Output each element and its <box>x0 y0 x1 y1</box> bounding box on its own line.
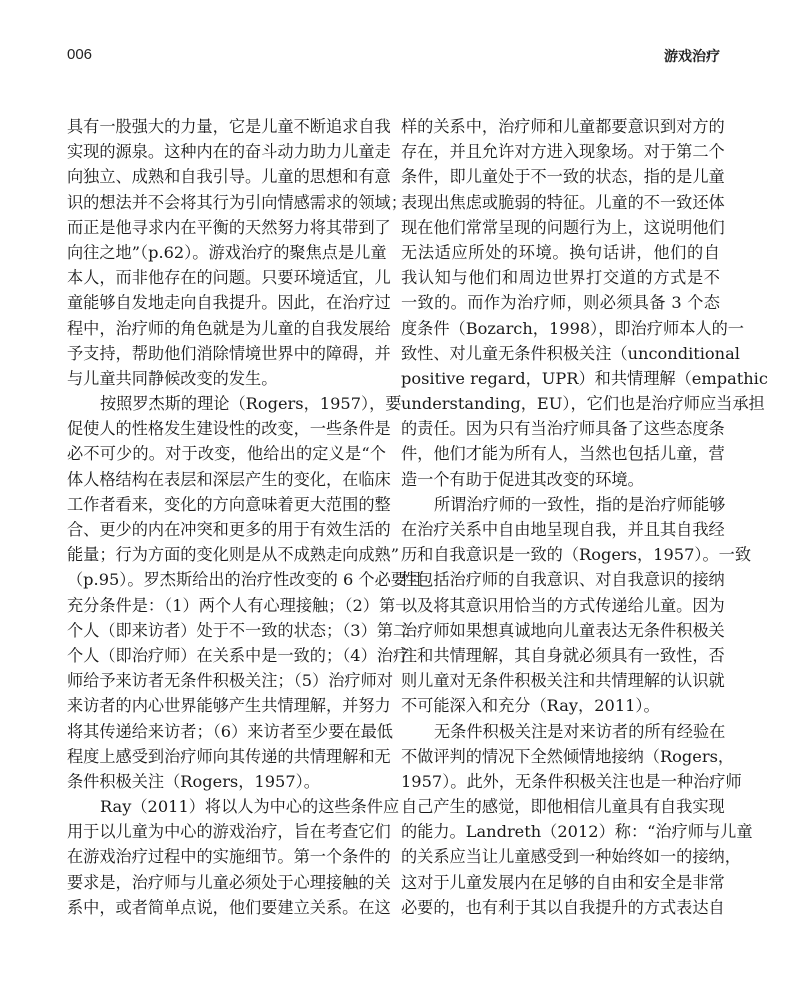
text-line: 工作者看来，变化的方向意味着更大范围的整 <box>67 494 391 514</box>
text-line: 不可能深入和充分（Ray，2011）。 <box>401 696 660 716</box>
text-line: 无法适应所处的环境。换句话讲，他们的自 <box>401 242 720 262</box>
text-line: 程度上感受到治疗师向其传递的共情理解和无 <box>67 746 391 766</box>
text-line: 而正是他寻求内在平衡的天然努力将其带到了 <box>67 217 391 237</box>
text-line: 无条件积极关注是对来访者的所有经验在 <box>434 721 726 741</box>
text-line: 造一个有助于促进其改变的环境。 <box>401 469 644 489</box>
text-column-left <box>67 114 424 920</box>
text-line: 按照罗杰斯的理论（Rogers，1957），要 <box>100 394 402 414</box>
text-line: Ray（2011）将以人为中心的这些条件应 <box>100 797 400 817</box>
text-line: 具有一股强大的力量，它是儿童不断追求自我 <box>67 117 391 136</box>
text-column-right <box>401 114 768 920</box>
text-line: 个人（即治疗师）在关系中是一致的；（4）治疗 <box>67 645 410 665</box>
text-line: 存在，并且允许对方进入现象场。对于第二个 <box>401 142 725 162</box>
text-line: 表现出焦虑或脆弱的特征。儿童的不一致还体 <box>401 192 725 212</box>
text-line: 充分条件是：（1）两个人有心理接触；（2）第一 <box>67 595 412 615</box>
text-line: 1957）。此外，无条件积极关注也是一种治疗师 <box>401 771 742 791</box>
text-line: 能量；行为方面的变化则是从不成熟走向成熟” <box>67 545 400 565</box>
text-line: 我认知与他们和周边世界打交道的方式是不 <box>401 268 720 288</box>
text-line: 予支持，帮助他们消除情境世界中的障碍，并 <box>67 343 391 363</box>
text-line: 实现的源泉。这种内在的奋斗动力助力儿童走 <box>67 142 391 162</box>
text-line: 向往之地”（p.62）。游戏治疗的聚焦点是儿童 <box>67 242 387 262</box>
text-line: 的关系应当让儿童感受到一种始终如一的接纳， <box>401 847 741 867</box>
text-line: 要求是，治疗师与儿童必须处于心理接触的关 <box>67 872 391 892</box>
text-line: 来访者的内心世界能够产生共情理解，并努力 <box>67 696 391 716</box>
text-line: 必要的，也有利于其以自我提升的方式表达自 <box>401 897 725 917</box>
text-line: 自己产生的感觉，即他相信儿童具有自我实现 <box>401 797 725 817</box>
text-line: 条件积极关注（Rogers，1957）。 <box>67 771 320 791</box>
running-title: 游戏治疗 <box>664 48 720 64</box>
text-line: 用于以儿童为中心的游戏治疗，旨在考查它们 <box>67 822 391 842</box>
text-line: 个人（即来访者）处于不一致的状态；（3）第二 <box>67 620 410 640</box>
text-line: 注和共情理解，其自身就必须具有一致性，否 <box>401 645 725 665</box>
text-line: 必不可少的。对于改变，他给出的定义是“个 <box>67 444 386 464</box>
text-line: 向独立、成熟和自我引导。儿童的思想和有意 <box>67 167 391 187</box>
text-line: （p.95）。罗杰斯给出的治疗性改变的 6 个必要且 <box>67 570 424 590</box>
text-line: 在游戏治疗过程中的实施细节。第一个条件的 <box>67 847 391 867</box>
text-line: 的能力。Landreth（2012）称：“治疗师与儿童 <box>401 822 753 842</box>
text-line: 不做评判的情况下全然倾情地接纳（Rogers， <box>401 746 735 766</box>
text-line: 师给予来访者无条件积极关注；（5）治疗师对 <box>67 671 393 691</box>
page-number: 006 <box>67 46 93 63</box>
text-line: 则儿童对无条件积极关注和共情理解的认识就 <box>401 671 725 691</box>
text-line: 的责任。因为只有当治疗师具备了这些态度条 <box>401 419 725 439</box>
text-line: 童能够自发地走向自我提升。因此，在治疗过 <box>67 293 391 313</box>
text-line: positive regard，UPR）和共情理解（empathic <box>401 368 768 388</box>
text-line: 将其传递给来访者；（6）来访者至少要在最低 <box>67 721 393 741</box>
text-line: 性包括治疗师的自我意识、对自我意识的接纳 <box>401 570 725 590</box>
text-line: 条件，即儿童处于不一致的状态，指的是儿童 <box>401 167 725 187</box>
text-line: 件，他们才能为所有人，当然也包括儿童，营 <box>401 444 725 464</box>
text-line: 所谓治疗师的一致性，指的是治疗师能够 <box>434 494 726 514</box>
text-line: 系中，或者简单点说，他们要建立关系。在这 <box>67 897 391 917</box>
text-line: 在治疗关系中自由地呈现自我，并且其自我经 <box>401 520 725 539</box>
text-line: 一致的。而作为治疗师，则必须具备 3 个态 <box>401 293 720 313</box>
text-line: 程中，治疗师的角色就是为儿童的自我发展给 <box>67 318 391 338</box>
text-line: 治疗师如果想真诚地向儿童表达无条件积极关 <box>401 620 725 640</box>
text-line: understanding，EU），它们也是治疗师应当承担 <box>401 394 765 414</box>
text-line: 以及将其意识用恰当的方式传递给儿童。因为 <box>401 595 725 615</box>
text-line: 促使人的性格发生建设性的改变，一些条件是 <box>67 419 391 439</box>
text-line: 样的关系中，治疗师和儿童都要意识到对方的 <box>401 117 725 136</box>
text-line: 历和自我意识是一致的（Rogers，1957）。一致 <box>401 545 752 565</box>
text-line: 度条件（Bozarch，1998），即治疗师本人的一 <box>401 318 744 338</box>
text-line: 体人格结构在表层和深层产生的变化，在临床 <box>67 469 391 489</box>
text-line: 现在他们常常呈现的问题行为上，这说明他们 <box>401 217 725 237</box>
text-line: 这对于儿童发展内在足够的自由和安全是非常 <box>401 872 725 892</box>
text-line: 合、更少的内在冲突和更多的用于有效生活的 <box>67 520 391 539</box>
text-line: 致性、对儿童无条件积极关注（unconditional <box>401 343 740 363</box>
text-line: 识的想法并不会将其行为引向情感需求的领域； <box>67 192 407 212</box>
text-line: 本人，而非他存在的问题。只要环境适宜，儿 <box>67 268 391 288</box>
text-line: 与儿童共同静候改变的发生。 <box>67 368 278 388</box>
